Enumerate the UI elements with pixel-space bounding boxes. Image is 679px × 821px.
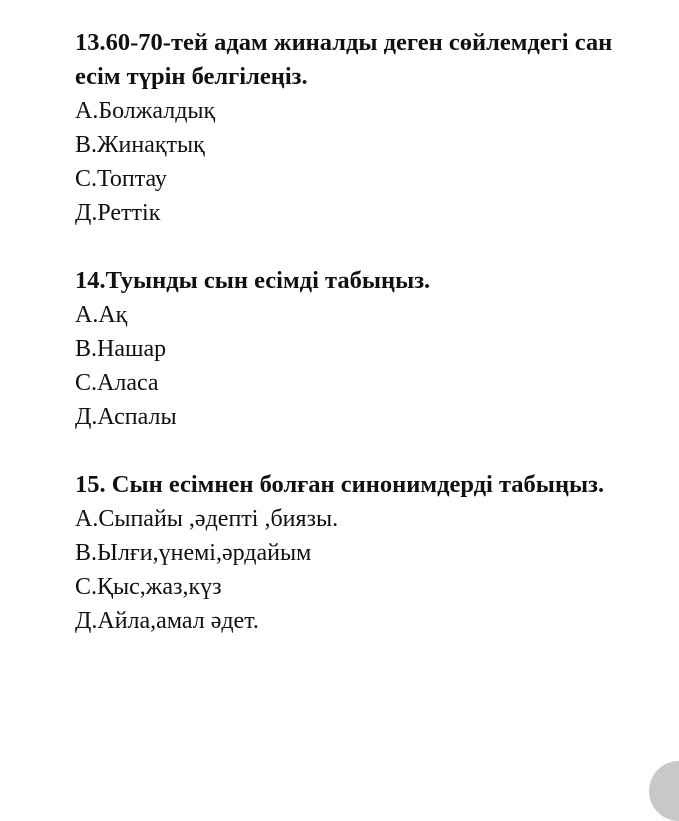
- question-15: [75, 468, 655, 638]
- option-a: А.Ақ: [75, 302, 128, 328]
- option-d: Д.Реттік: [75, 200, 161, 226]
- answer-options: [75, 298, 655, 434]
- option-b: В.Ылғи,үнемі,әрдайым: [75, 540, 312, 566]
- corner-scroll-indicator: [649, 761, 679, 821]
- question-text: 13.60-70-тей адам жиналды деген сөйлемдегі сан есім түрін белгілеңіз.: [75, 29, 613, 90]
- question-14: [75, 264, 655, 434]
- question-text: 14.Туынды сын есімді табыңыз.: [75, 267, 431, 294]
- question-13: [75, 26, 655, 230]
- option-c: С.Қыс,жаз,күз: [75, 574, 222, 600]
- option-c: С.Аласа: [75, 370, 159, 396]
- option-c: С.Топтау: [75, 166, 167, 192]
- document-page: [75, 26, 655, 672]
- option-b: В.Нашар: [75, 336, 167, 362]
- option-a: А.Болжалдық: [75, 98, 216, 124]
- answer-options: [75, 502, 655, 638]
- answer-options: [75, 94, 655, 230]
- option-d: Д.Аспалы: [75, 404, 177, 430]
- option-a: А.Сыпайы ,әдепті ,биязы.: [75, 506, 339, 532]
- option-b: В.Жинақтық: [75, 132, 205, 158]
- option-d: Д.Айла,амал әдет.: [75, 608, 259, 634]
- question-text: 15. Сын есімнен болған синонимдерді табыңыз.: [75, 471, 605, 498]
